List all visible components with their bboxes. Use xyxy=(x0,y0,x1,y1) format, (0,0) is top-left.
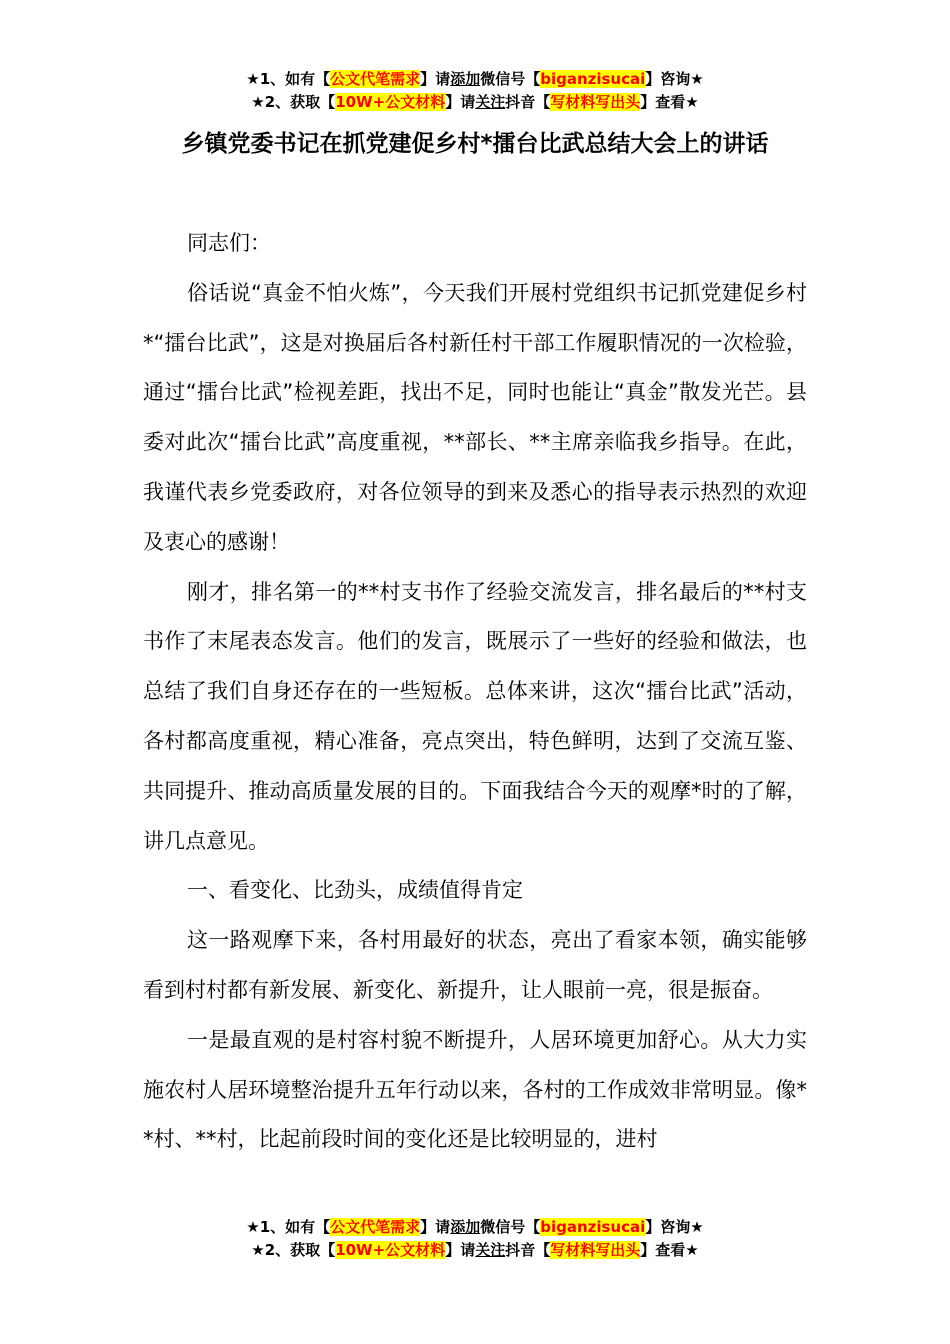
promo-text: 抖音【 xyxy=(505,1241,551,1259)
promo-wechat-id: biganzisucai xyxy=(540,70,646,88)
document-title: 乡镇党委书记在抓党建促乡村*擂台比武总结大会上的讲话 xyxy=(181,131,769,157)
promo-underlined-text: 关注 xyxy=(475,1241,506,1259)
salutation-paragraph: 同志们： xyxy=(187,231,271,255)
header-promo-banner xyxy=(0,68,950,114)
promo-text: 微信号【 xyxy=(480,1218,541,1236)
promo-highlight: 10W+公文材料 xyxy=(335,93,446,111)
promo-underlined-text: 关注 xyxy=(475,93,506,111)
promo-text: 】咨询★ xyxy=(645,1218,704,1236)
promo-douyin-account: 写材料写出头 xyxy=(550,93,641,111)
promo-text: 】查看★ xyxy=(640,93,699,111)
promo-underlined-text: 添加 xyxy=(450,70,481,88)
promo-text: 】咨询★ xyxy=(645,70,704,88)
promo-text: ★1、如有【 xyxy=(246,70,331,88)
promo-highlight: 公文代笔需求 xyxy=(330,70,421,88)
promo-text: ★2、获取【 xyxy=(251,1241,336,1259)
promo-text: ★2、获取【 xyxy=(251,93,336,111)
promo-text: ★1、如有【 xyxy=(246,1218,331,1236)
body-paragraph: 刚才，排名第一的**村支书作了经验交流发言，排名最后的**村支书作了末尾表态发言。他们的发言，既展示了一些好的经验和做法，也总结了我们自身还存在的一些短板。总体来讲，这次“擂台比武”活动，各村都高度重视，精心准备，亮点突出，特色鲜明，达到了交流互鉴、共同提升、推动高质量发展的目的。下面我结合今天的观摩*时的了解，讲几点意见。 xyxy=(143,579,807,853)
promo-text: 】请 xyxy=(420,1218,451,1236)
footer-promo-banner xyxy=(0,1216,950,1262)
promo-line-2 xyxy=(0,1239,950,1262)
promo-line-2 xyxy=(0,91,950,114)
promo-text: 抖音【 xyxy=(505,93,551,111)
promo-line-1 xyxy=(0,1216,950,1239)
promo-underlined-text: 添加 xyxy=(450,1218,481,1236)
promo-text: 】请 xyxy=(445,93,476,111)
promo-text: 微信号【 xyxy=(480,70,541,88)
promo-line-1 xyxy=(0,68,950,91)
promo-text: 】请 xyxy=(445,1241,476,1259)
promo-highlight: 10W+公文材料 xyxy=(335,1241,446,1259)
promo-douyin-account: 写材料写出头 xyxy=(550,1241,641,1259)
body-paragraph: 这一路观摩下来，各村用最好的状态，亮出了看家本领，确实能够看到村村都有新发展、新变化、新提升，让人眼前一亮，很是振奋。 xyxy=(143,928,807,1002)
promo-text: 】请 xyxy=(420,70,451,88)
promo-highlight: 公文代笔需求 xyxy=(330,1218,421,1236)
promo-wechat-id: biganzisucai xyxy=(540,1218,646,1236)
body-paragraph: 俗话说“真金不怕火炼”，今天我们开展村党组织书记抓党建促乡村*“擂台比武”，这是对换届后各村新任村干部工作履职情况的一次检验，通过“擂台比武”检视差距，找出不足，同时也能让“真金”散发光芒。县委对此次“擂台比武”高度重视，**部长、**主席亲临我乡指导。在此，我谨代表乡党委政府，对各位领导的到来及悉心的指导表示热烈的欢迎及衷心的感谢！ xyxy=(143,280,807,554)
document-body xyxy=(143,219,807,1165)
section-heading: 一、看变化、比劲头，成绩值得肯定 xyxy=(187,878,523,903)
promo-text: 】查看★ xyxy=(640,1241,699,1259)
body-paragraph: 一是最直观的是村容村貌不断提升，人居环境更加舒心。从大力实施农村人居环境整治提升五年行动以来，各村的工作成效非常明显。像**村、**村，比起前段时间的变化还是比较明显的，进村 xyxy=(143,1027,807,1152)
